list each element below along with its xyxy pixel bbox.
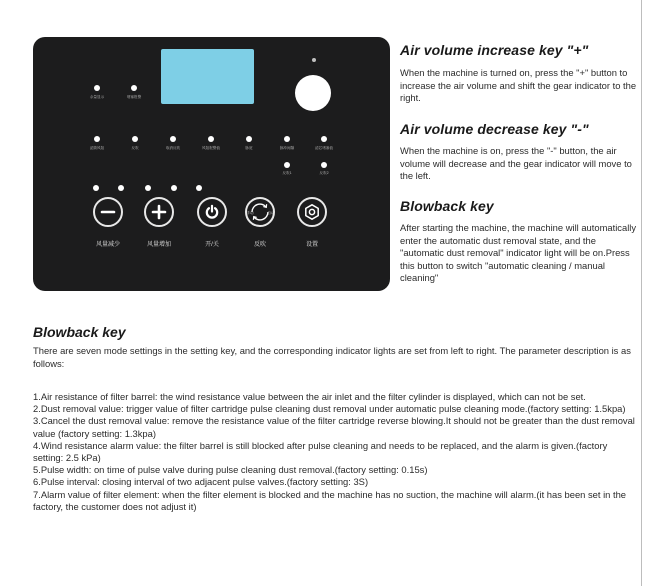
lower-intro: There are seven mode settings in the setting key, and the corresponding indicator lights are set from left to right. The parameter description is as follows: [33, 345, 631, 369]
gear-indicator-dot [145, 185, 151, 191]
parameter-item: 3.Cancel the dust removal value: remove the resistance value of the filter cartridge reverse blowing.It should not be greater than the dust removal value (factory setting: 1.3kpa) [33, 415, 635, 439]
indicator-dot [246, 136, 252, 142]
indicator-label: 脉冲间隔 [279, 146, 295, 150]
auto-mode-label: 自动 [267, 211, 275, 215]
indicator-label: 滤筒风阻 [89, 146, 105, 150]
section-heading-increase: Air volume increase key "+" [400, 42, 589, 58]
parameter-list [33, 391, 640, 513]
indicator-dot [284, 136, 290, 142]
indicator-dot [131, 85, 137, 91]
indicator-dot [321, 162, 327, 168]
settings-button-label: 设置 [305, 242, 319, 248]
gear-indicator-dot [196, 185, 202, 191]
parameter-item: 2.Dust removal value: trigger value of filter cartridge pulse cleaning dust removal under automatic pulse cleaning mode.(factory setting: 1.5kpa) [33, 403, 626, 415]
indicator-dot [94, 85, 100, 91]
parameter-item: 1.Air resistance of filter barrel: the wind resistance value between the air inlet and the filter cylinder is displayed, which can not be set. [33, 391, 586, 402]
air-volume-knob[interactable] [295, 75, 331, 111]
lower-heading: Blowback key [33, 324, 126, 340]
indicator-label: 取消反吹 [165, 146, 181, 150]
gear-indicator-dot [171, 185, 177, 191]
decrease-button-label: 风量减少 [95, 242, 121, 248]
indicator-label: 滤芯堵塞值 [315, 146, 333, 150]
indicator-dot [208, 136, 214, 142]
power-button[interactable] [197, 197, 227, 227]
indicator-dot [170, 136, 176, 142]
parameter-item: 5.Pulse width: on time of pulse valve during pulse cleaning dust removal.(factory setting: 0.15s) [33, 464, 428, 476]
air-volume-decrease-button[interactable] [93, 197, 123, 227]
power-indicator-dot [312, 58, 316, 62]
indicator-dot [132, 136, 138, 142]
indicator-label: 脉宽 [245, 146, 253, 150]
indicator-label: 堵塞报警 [126, 95, 142, 99]
section-heading-blowback: Blowback key [400, 198, 494, 214]
indicator-label: 余量显示 [89, 95, 105, 99]
minus-icon [100, 204, 116, 220]
increase-button-label: 风量增加 [146, 242, 172, 248]
power-icon [204, 204, 220, 220]
section-text-decrease: When the machine is on, press the "-" button, the air volume will decrease and the gear indicator will move to the left. [400, 145, 632, 182]
indicator-label: 反吹2 [319, 171, 329, 175]
indicator-label: 反吹 [131, 146, 139, 150]
gear-icon [303, 203, 321, 221]
parameter-item: 7.Alarm value of filter element: when the filter element is blocked and the machine has no suction, the machine will alarm.(it has been set in the factory, the customer does not adjust it) [33, 488, 627, 512]
gear-indicator-dot [93, 185, 99, 191]
indicator-label: 反吹1 [282, 171, 292, 175]
power-button-label: 开/关 [205, 242, 219, 248]
lcd-display [161, 49, 254, 104]
indicator-label: 风阻报警值 [202, 146, 220, 150]
manual-mode-label: 手动 [246, 211, 254, 215]
indicator-dot [321, 136, 327, 142]
control-panel [33, 37, 390, 291]
gear-indicator-dot [118, 185, 124, 191]
section-text-blowback: After starting the machine, the machine will automatically enter the automatic dust removal state, and the "automatic dust removal" indicator light will be on.Press this button to switch "automatic cleaning / manual cleaning" [400, 222, 637, 284]
plus-icon [151, 204, 167, 220]
section-heading-decrease: Air volume decrease key "-" [400, 121, 589, 137]
indicator-dot [284, 162, 290, 168]
settings-button[interactable] [297, 197, 327, 227]
parameter-item: 4.Wind resistance alarm value: the filter barrel is still blocked after pulse cleaning and needs to be replaced, and the alarm is given.(factory setting: 2.5 kPa) [33, 439, 608, 464]
air-volume-increase-button[interactable] [144, 197, 174, 227]
parameter-item: 6.Pulse interval: closing interval of two adjacent pulse valves.(factory setting: 3S) [33, 476, 369, 488]
section-text-increase: When the machine is turned on, press the "+" button to increase the air volume and shift the gear indicator to the right. [400, 67, 637, 104]
blowback-button-label: 反吹 [253, 242, 267, 248]
indicator-dot [94, 136, 100, 142]
